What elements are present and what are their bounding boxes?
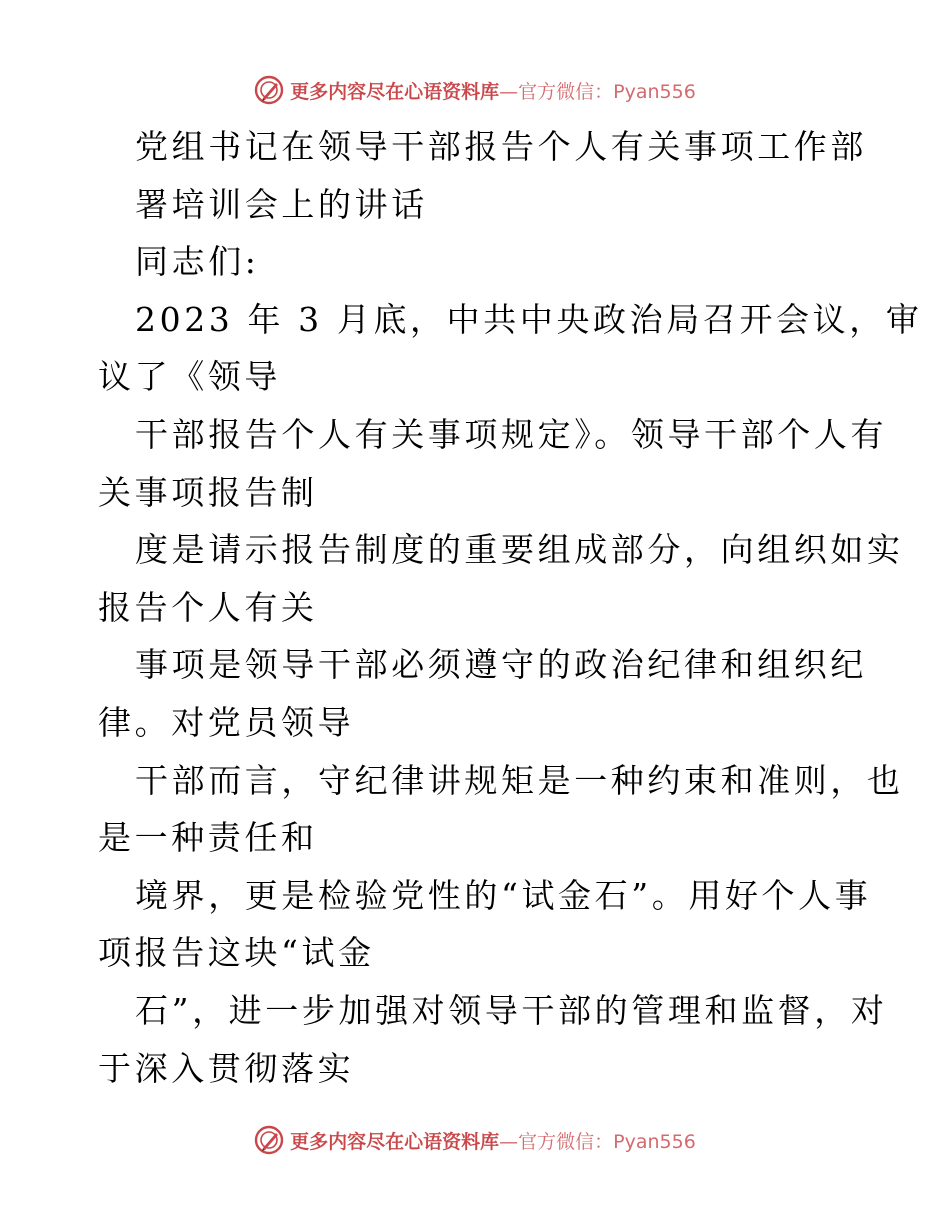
header-banner	[0, 70, 950, 110]
text-line: 干部而言，守纪律讲规矩是一种约束和准则，也	[135, 760, 904, 800]
banner-wechat: 官方微信：Pyan556	[518, 80, 696, 103]
text-line: 事项是领导干部必须遵守的政治纪律和组织纪	[135, 645, 867, 685]
document-body	[98, 118, 923, 1097]
banner-text	[290, 77, 696, 104]
footer-banner	[0, 1120, 950, 1160]
text-line: 度是请示报告制度的重要组成部分，向组织如实	[135, 530, 904, 570]
pen-logo-icon	[254, 1125, 284, 1155]
text-line: 项报告这块“试金	[98, 933, 375, 973]
pen-logo-icon	[254, 75, 284, 105]
banner-wechat: 官方微信：Pyan556	[518, 1130, 696, 1153]
banner-separator: —	[499, 80, 519, 103]
text-line: 2023 年 3 月底，中共中央政治局召开会议，审	[135, 299, 923, 339]
text-line: 署培训会上的讲话	[135, 184, 428, 224]
text-line: 境界，更是检验党性的“试金石”。用好个人事	[135, 875, 872, 915]
text-line: 是一种责任和	[98, 818, 318, 858]
banner-separator: —	[499, 1130, 519, 1153]
text-line: 干部报告个人有关事项规定》。领导干部个人有	[135, 414, 888, 454]
banner-site-name: 更多内容尽在心语资料库	[290, 1130, 500, 1153]
text-line: 于深入贯彻落实	[98, 1048, 355, 1088]
text-line: 党组书记在领导干部报告个人有关事项工作部	[135, 127, 867, 166]
text-line: 同志们:	[135, 242, 260, 282]
banner-site-name: 更多内容尽在心语资料库	[290, 80, 500, 103]
text-line: 报告个人有关	[98, 587, 318, 627]
banner-text	[290, 1127, 696, 1154]
text-line: 石”，进一步加强对领导干部的管理和监督，对	[135, 990, 888, 1030]
text-line: 关事项报告制	[98, 472, 318, 512]
text-line: 律。对党员领导	[98, 702, 355, 742]
text-line: 议了《领导	[98, 357, 281, 397]
